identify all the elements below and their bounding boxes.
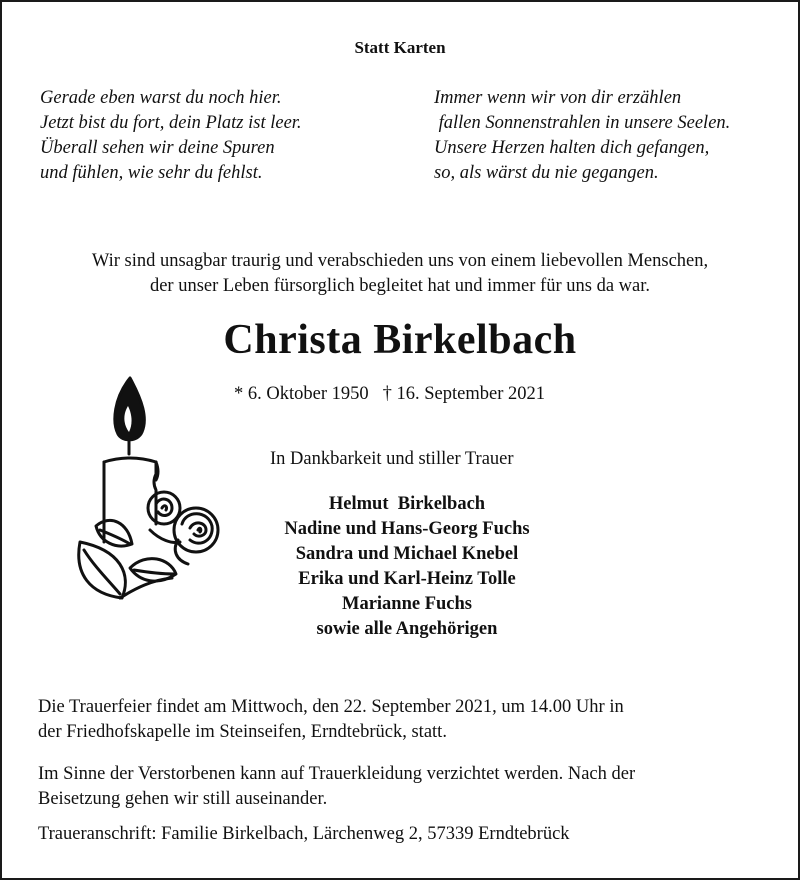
- poem-right-line: so, als wärst du nie gegangen.: [434, 163, 659, 183]
- funeral-line: der Friedhofskapelle im Steinseifen, Erndtebrück, statt.: [38, 722, 447, 742]
- mourner: Nadine und Hans-Georg Fuchs: [284, 519, 530, 539]
- deceased-name: Christa Birkelbach: [223, 317, 577, 363]
- mourners-list: [237, 492, 577, 642]
- funeral-line: Die Trauerfeier findet am Mittwoch, den 22. September 2021, um 14.00 Uhr in: [38, 697, 624, 717]
- mourner: Marianne Fuchs: [341, 594, 472, 614]
- poem-left-line: Überall sehen wir deine Spuren: [40, 138, 275, 158]
- poem-left-line: Jetzt bist du fort, dein Platz ist leer.: [40, 113, 302, 133]
- mourner: Sandra und Michael Knebel: [295, 544, 519, 564]
- request-line: Beisetzung gehen wir still auseinander.: [38, 789, 328, 809]
- intro-text: [2, 249, 798, 299]
- intro-line: der unser Leben fürsorglich begleitet hat und immer für uns da war.: [149, 276, 651, 296]
- birth-date: * 6. Oktober 1950: [234, 384, 369, 404]
- poem-right-line: fallen Sonnenstrahlen in unsere Seelen.: [434, 113, 731, 133]
- death-date: † 16. September 2021: [382, 384, 545, 404]
- funeral-info: [38, 695, 768, 745]
- poem-right: [434, 86, 730, 186]
- request-line: Im Sinne der Verstorbenen kann auf Trauerkleidung verzichtet werden. Nach der: [38, 764, 636, 784]
- poem-left-line: und fühlen, wie sehr du fehlst.: [40, 163, 263, 183]
- header-statt-karten: Statt Karten: [354, 38, 446, 57]
- gratitude-line: In Dankbarkeit und stiller Trauer: [270, 449, 514, 469]
- poem-left: [40, 86, 302, 186]
- candle-with-roses-icon: [60, 374, 225, 609]
- clothing-request: [38, 762, 768, 812]
- life-dates: [234, 384, 545, 405]
- poem-left-line: Gerade eben warst du noch hier.: [40, 88, 282, 108]
- poem-right-line: Immer wenn wir von dir erzählen: [434, 88, 682, 108]
- mourner: Erika und Karl-Heinz Tolle: [298, 569, 516, 589]
- mourner: sowie alle Angehörigen: [316, 619, 498, 639]
- poem-right-line: Unsere Herzen halten dich gefangen,: [434, 138, 710, 158]
- intro-line: Wir sind unsagbar traurig und verabschieden uns von einem liebevollen Menschen,: [91, 251, 709, 271]
- mourner: Helmut Birkelbach: [328, 494, 486, 514]
- mourning-address: Traueranschrift: Familie Birkelbach, Lärchenweg 2, 57339 Erndtebrück: [38, 824, 570, 844]
